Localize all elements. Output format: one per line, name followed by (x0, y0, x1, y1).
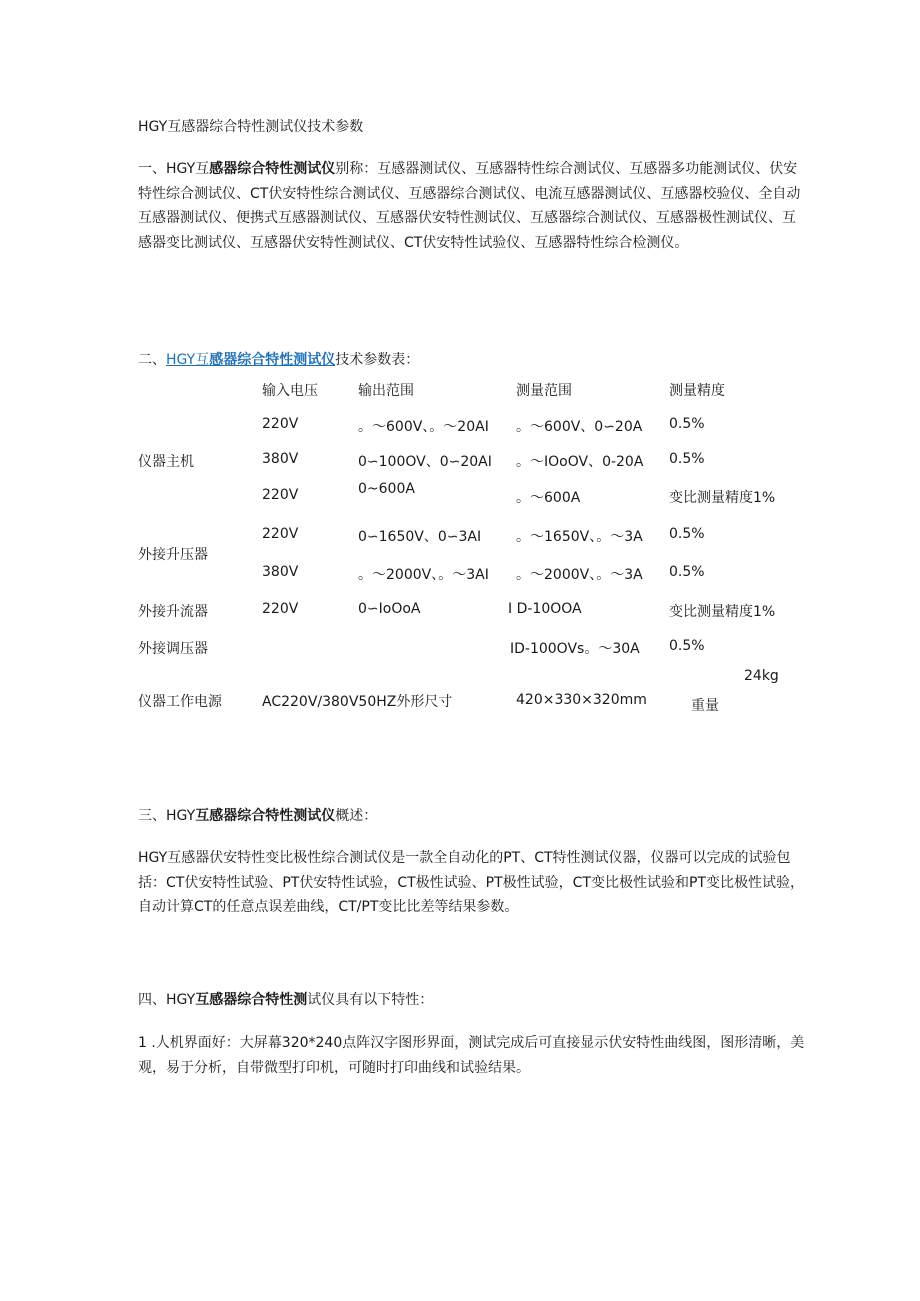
row-label-host: 仪器主机 (138, 454, 194, 470)
feature-item-1: 1 .人机界面好：大屏幕320*240点阵汉字图形界面，测试完成后可直接显示伏安特性曲线图，图形清晰，美观，易于分析，自带微型打印机，可随时打印曲线和试验结果。 (138, 1035, 805, 1076)
table-cell: 0.5% (669, 526, 705, 542)
table-cell: 0.5% (669, 564, 705, 580)
header-output-range: 输出范围 (358, 383, 414, 399)
table-cell: 380V (262, 451, 299, 467)
row-label-booster: 外接升压器 (138, 547, 208, 563)
table-cell: 。～2000V、。～3AI (358, 567, 489, 583)
table-cell: 。～2000V、。～3A (516, 567, 643, 583)
weight-value: 24kg (744, 668, 779, 684)
dimensions-value: 420×330×320mm (516, 692, 647, 708)
section-3-body: HGY互感器伏安特性变比极性综合测试仪是一款全自动化的PT、CT特性测试仪器，仪器可以完成的试验包括：CT伏安特性试验、PT伏安特性试验，CT极性试验、PT极性试验，CT变比极性试验和PT变比极性试验，自动计算CT的任意点误差曲线，CT/PT变比比差等结果参数。 (138, 850, 804, 915)
table-cell: 。～600V、。～20AI (358, 419, 489, 435)
row-label-regulator: 外接调压器 (138, 641, 208, 657)
table-cell: 380V (262, 564, 299, 580)
table-cell: 0∽100OV、0∽20AI (358, 454, 492, 470)
table-cell: 0.5% (669, 638, 705, 654)
weight-label: 重量 (691, 698, 719, 714)
section-2-prefix: 二、 (138, 352, 166, 368)
section-4-heading: 四、HGY互感器综合特性测试仪具有以下特性： (138, 992, 434, 1008)
table-cell: 。～IOoOV、0-20A (516, 454, 644, 470)
table-cell: 变比测量精度1% (669, 490, 776, 506)
table-cell: 。～1650V、。～3A (516, 529, 643, 545)
product-link[interactable]: HGY互感器综合特性测试仪 (166, 352, 336, 368)
row-label-power: 仪器工作电源 (138, 694, 222, 710)
section-1-product-name: 感器综合特性测试仪 (209, 161, 336, 177)
table-cell: 220V (262, 601, 299, 617)
table-cell: 0.5% (669, 416, 705, 432)
table-cell: 220V (262, 526, 299, 542)
table-cell: 。～600V、0∽20A (516, 419, 643, 435)
document-title: HGY互感器综合特性测试仪技术参数 (138, 119, 364, 135)
power-value: AC220V∕380V50HZ外形尺寸 (262, 694, 453, 710)
table-cell: I D-10OOA (508, 601, 582, 617)
row-label-current-booster: 外接升流器 (138, 604, 208, 620)
section-2-suffix: 技术参数表： (335, 352, 420, 368)
section-1-paragraph (138, 157, 808, 255)
section-3-heading: 三、HGY互感器综合特性测试仪概述： (138, 808, 378, 824)
header-accuracy: 测量精度 (669, 383, 725, 399)
table-cell: 。～600A (516, 490, 581, 506)
section-2-heading (138, 349, 419, 369)
table-cell: 0~600A (358, 481, 415, 497)
table-cell: 变比测量精度1% (669, 604, 776, 620)
header-input-voltage: 输入电压 (262, 383, 318, 399)
table-cell: 0.5% (669, 451, 705, 467)
table-cell: 0∽1650V、0∽3AI (358, 529, 482, 545)
table-cell: 220V (262, 487, 299, 503)
section-1-aliases: 别称：互感器测试仪、互感器特性综合测试仪、互感器多功能测试仪、伏安特性综合测试仪、CT伏安特性综合测试仪、互感器综合测试仪、电流互感器测试仪、互感器校验仪、全自动互感器测试仪、便携式互感器测试仪、互感器伏安特性测试仪、互感器综合测试仪、互感器极性测试仪、互感器变比测试仪、互感器伏安特性测试仪、CT伏安特性试验仪、互感器特性综合检测仪。 (138, 161, 801, 251)
header-measure-range: 测量范围 (516, 383, 572, 399)
table-cell: 220V (262, 416, 299, 432)
table-cell: ID-100OVs。～30A (510, 641, 640, 657)
section-1-prefix: 一、HGY互 (138, 161, 210, 177)
table-cell: 0∽IoOoA (358, 601, 421, 617)
